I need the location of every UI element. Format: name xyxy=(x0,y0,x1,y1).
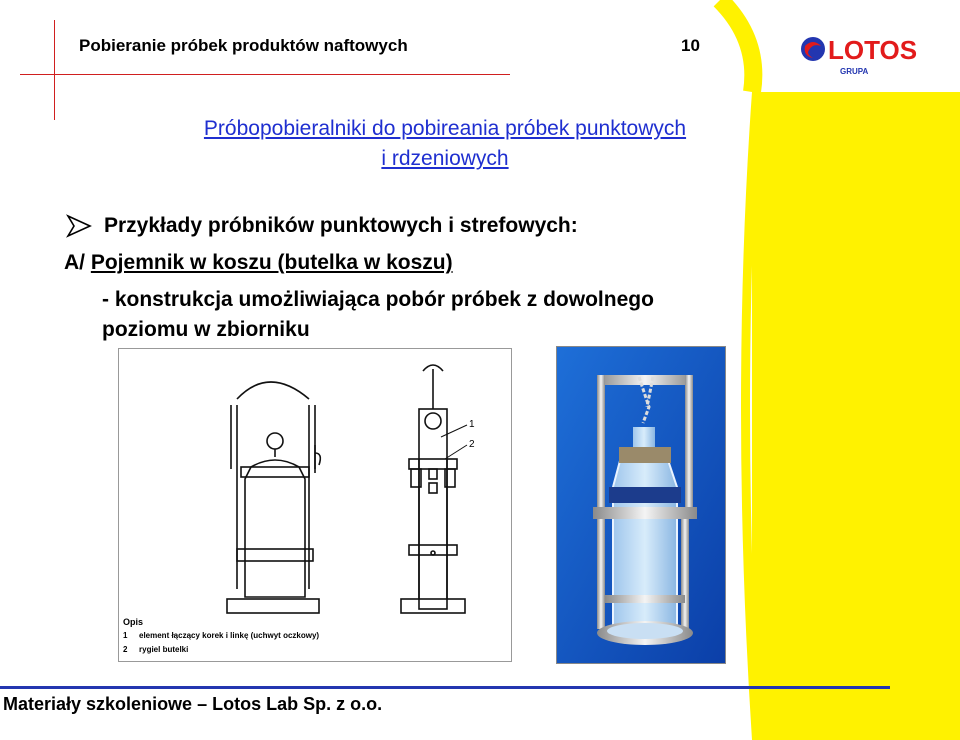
legend-text: element łączący korek i linkę (uchwyt oczkowy) xyxy=(139,631,320,640)
lotos-logo xyxy=(800,34,924,80)
description-line2: poziomu w zbiorniku xyxy=(102,318,310,341)
section-prefix: A/ xyxy=(64,251,91,274)
legend-title: Opis xyxy=(123,617,144,627)
description xyxy=(102,285,782,345)
description-line1: - konstrukcja umożliwiająca pobór próbek z dowolnego xyxy=(102,288,654,311)
footer-divider xyxy=(0,686,890,689)
bullet-line xyxy=(66,214,578,238)
arrow-bullet-icon xyxy=(66,214,92,238)
legend-num: 1 xyxy=(123,631,128,640)
section-a-line xyxy=(64,251,453,275)
legend-row xyxy=(123,631,319,640)
bottle-basket-drawing xyxy=(119,349,511,661)
slide-title-line1: Próbopobieralniki do pobireania próbek punktowych xyxy=(203,117,687,140)
slide-title xyxy=(100,114,790,174)
sampler-photo-image xyxy=(557,347,725,663)
callout-2: 2 xyxy=(469,439,475,450)
technical-drawing xyxy=(118,348,512,662)
svg-text:LOTOS: LOTOS xyxy=(828,35,918,65)
legend-row xyxy=(123,645,188,654)
page-number: 10 xyxy=(681,36,700,55)
red-horizontal-guide xyxy=(20,74,510,75)
svg-text:GRUPA: GRUPA xyxy=(840,67,869,76)
slide-title-line2: i rdzeniowych xyxy=(381,147,509,170)
footer-text: Materiały szkoleniowe – Lotos Lab Sp. z o.o. xyxy=(3,694,383,714)
sampler-photo xyxy=(556,346,726,664)
bullet-text: Przykłady próbników punktowych i strefowych: xyxy=(104,214,578,237)
yellow-curve-decoration xyxy=(690,0,960,740)
legend-num: 2 xyxy=(123,645,128,654)
header-title: Pobieranie próbek produktów naftowych xyxy=(79,36,408,55)
red-vertical-guide xyxy=(54,20,55,120)
section-label: Pojemnik w koszu (butelka w koszu) xyxy=(90,251,453,274)
legend-text: rygiel butelki xyxy=(139,645,189,654)
callout-1: 1 xyxy=(469,419,475,430)
